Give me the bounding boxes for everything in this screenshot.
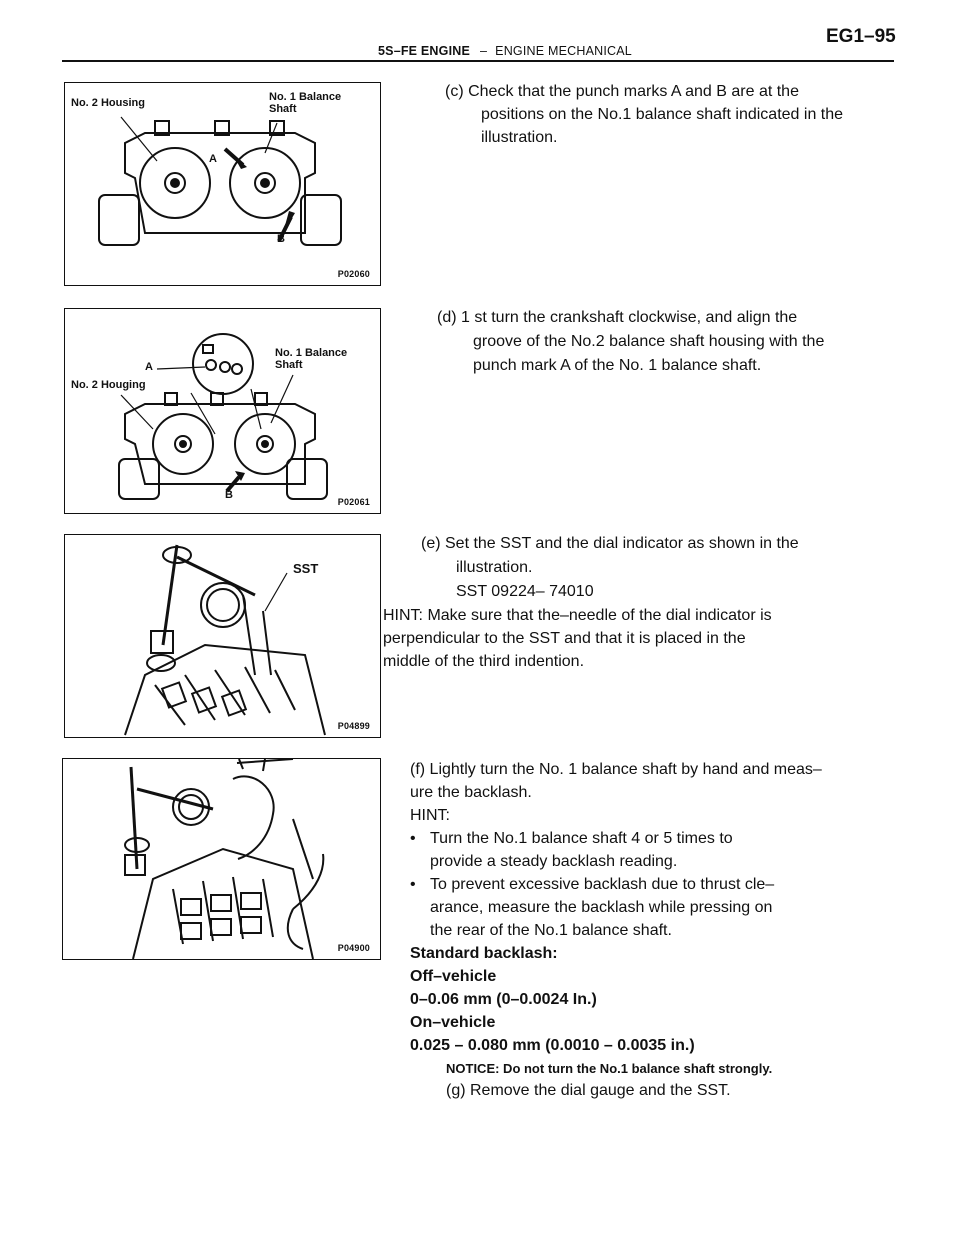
label-no1-balance: No. 1 Balance — [269, 91, 342, 103]
step-f-line1: (f) Lightly turn the No. 1 balance shaft by hand and meas– — [410, 761, 822, 778]
label-mark-a: A — [209, 153, 217, 165]
bullet-1-cont: provide a steady backlash reading. — [430, 853, 678, 870]
header-engine: 5S–FE ENGINE — [378, 44, 471, 58]
label-sst: SST — [293, 561, 319, 576]
label-shaft: Shaft — [275, 359, 303, 371]
figure-code: P02060 — [337, 269, 370, 279]
figure-balance-shaft-marks — [64, 82, 381, 286]
figure-sst-dial-indicator — [64, 534, 381, 738]
step-d-line3: punch mark A of the No. 1 balance shaft. — [473, 357, 762, 374]
figure-groove-alignment — [64, 308, 381, 514]
step-e-line3: SST 09224– 74010 — [456, 583, 594, 600]
off-vehicle-value: 0–0.06 mm (0–0.0024 In.) — [410, 991, 597, 1008]
step-c-line2: positions on the No.1 balance shaft indicated in the — [481, 106, 844, 123]
housing-illustration — [65, 83, 380, 285]
label-a: A — [145, 361, 153, 373]
backlash-measurement-illustration — [63, 759, 380, 959]
bullet-1-text: Turn the No.1 balance shaft 4 or 5 times to — [430, 830, 733, 847]
sst-setup-illustration — [65, 535, 380, 737]
step-e-line1: (e) Set the SST and the dial indicator as shown in the — [421, 535, 799, 552]
figure-code: P04899 — [337, 721, 370, 731]
bullet-2-text: To prevent excessive backlash due to thrust cle– — [430, 876, 775, 893]
step-d-line2: groove of the No.2 balance shaft housing with the — [473, 333, 825, 350]
label-shaft: Shaft — [269, 103, 297, 115]
label-no1-balance: No. 1 Balance — [275, 347, 348, 359]
bullet-item-1 — [410, 827, 733, 850]
bullet-icon: • — [410, 830, 416, 847]
step-e-hint1: HINT: Make sure that the–needle of the dial indicator is — [383, 607, 772, 624]
step-e-line2: illustration. — [456, 559, 533, 576]
step-f-line2: ure the backlash. — [410, 784, 532, 801]
step-g-line1: (g) Remove the dial gauge and the SST. — [446, 1082, 731, 1099]
page-id: EG1–95 — [826, 26, 896, 47]
label-mark-b: B — [277, 233, 285, 245]
bullet-item-2 — [410, 873, 774, 896]
step-f-hint: HINT: — [410, 807, 450, 824]
figure-measure-backlash — [62, 758, 381, 960]
figure-code: P02061 — [337, 497, 370, 507]
figure-code: P04900 — [337, 943, 370, 953]
step-c-line1: (c) Check that the punch marks A and B are at the — [445, 83, 799, 100]
notice-text: NOTICE: Do not turn the No.1 balance shaft strongly. — [446, 1061, 773, 1076]
on-vehicle-label: On–vehicle — [410, 1014, 496, 1031]
running-header — [378, 44, 632, 58]
header-rule — [62, 60, 894, 62]
label-no2-housing: No. 2 Houging — [71, 379, 146, 391]
on-vehicle-value: 0.025 – 0.080 mm (0.0010 – 0.0035 in.) — [410, 1037, 695, 1054]
header-separator: – — [480, 44, 488, 58]
step-d-line1: (d) 1 st turn the crankshaft clockwise, and align the — [437, 309, 798, 326]
bullet-2-cont1: arance, measure the backlash while pressing on — [430, 899, 773, 916]
standard-backlash-title: Standard backlash: — [410, 945, 558, 962]
bullet-2-cont2: the rear of the No.1 balance shaft. — [430, 922, 672, 939]
off-vehicle-label: Off–vehicle — [410, 968, 497, 985]
step-e-hint3: middle of the third indention. — [383, 653, 585, 670]
label-no2-housing: No. 2 Housing — [71, 97, 145, 109]
housing-groove-illustration — [65, 309, 380, 513]
step-e-hint2: perpendicular to the SST and that it is placed in the — [383, 630, 746, 647]
label-mark-b: B — [225, 489, 233, 501]
step-c-line3: illustration. — [481, 129, 558, 146]
bullet-icon: • — [410, 876, 416, 893]
header-section: ENGINE MECHANICAL — [495, 44, 632, 58]
